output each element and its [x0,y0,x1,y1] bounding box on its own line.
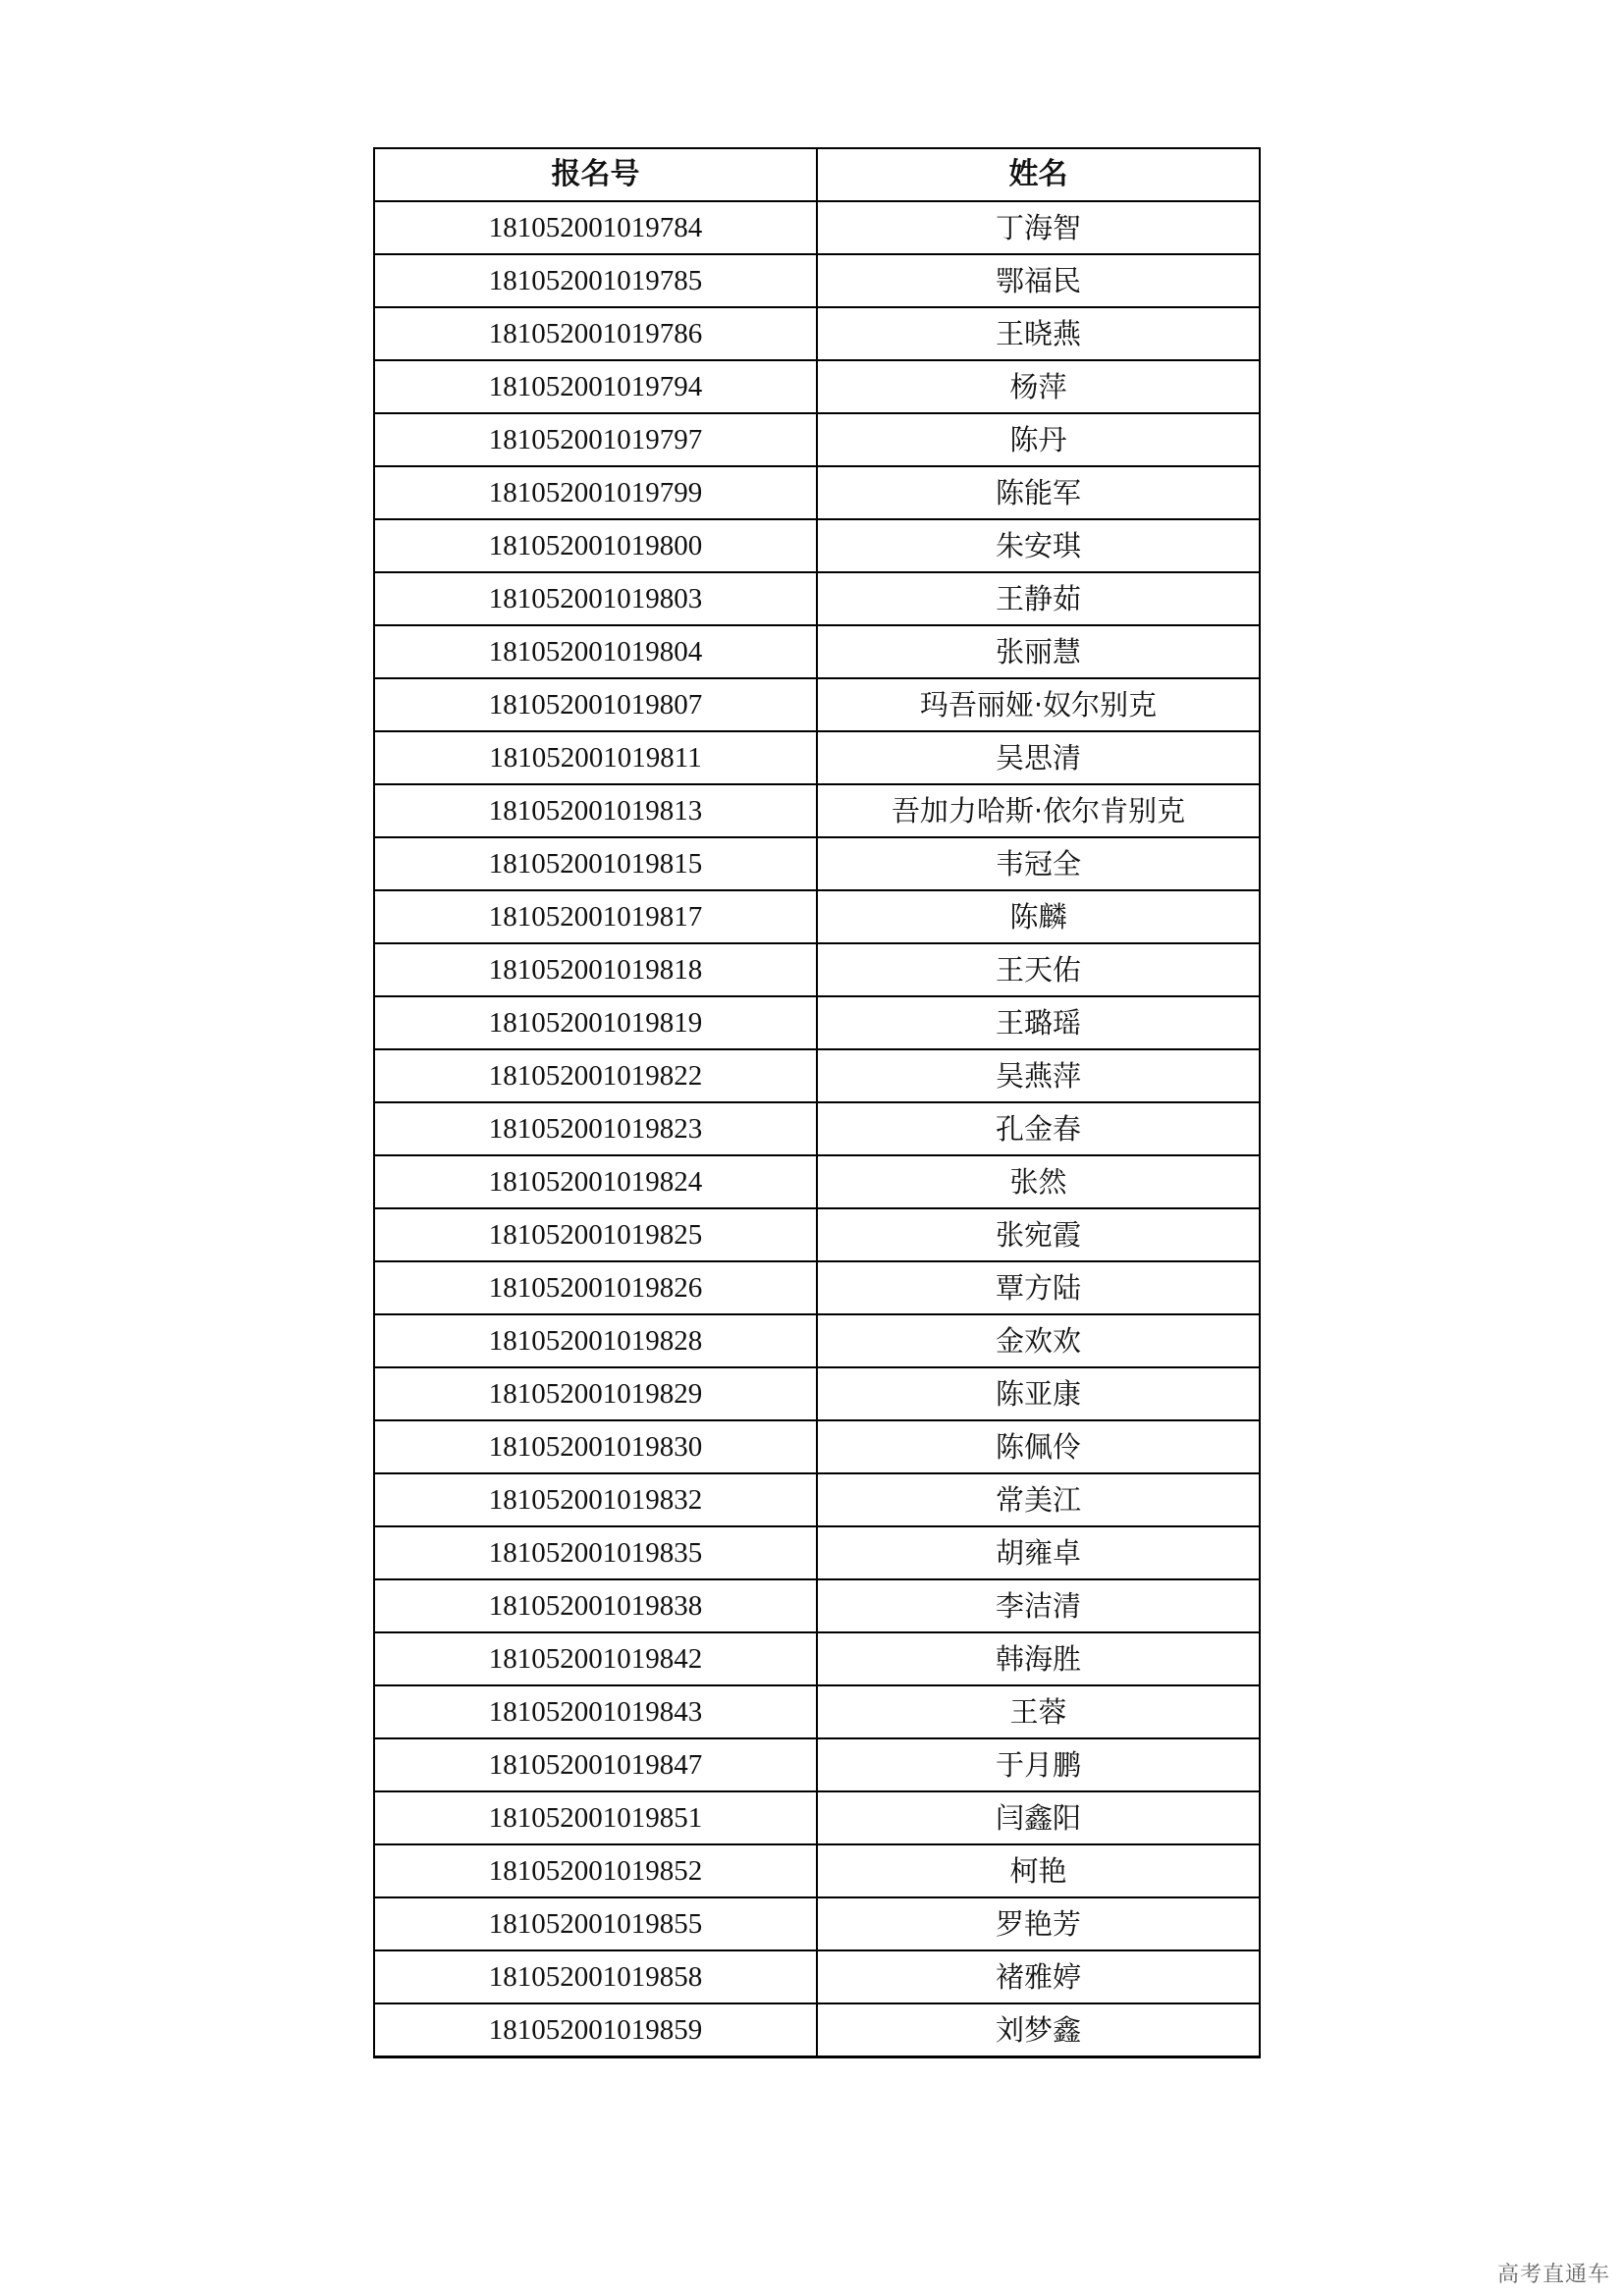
registration-number-cell: 181052001019838 [374,1579,817,1632]
table-row [374,307,1260,360]
registration-number-cell: 181052001019815 [374,837,817,890]
table-row [374,1579,1260,1632]
name-cell: 张然 [817,1155,1260,1208]
registration-number-cell: 181052001019794 [374,360,817,413]
table-row [374,413,1260,466]
registration-number-cell: 181052001019800 [374,519,817,572]
name-cell: 王静茹 [817,572,1260,625]
table-body [374,201,1260,2057]
name-cell: 王蓉 [817,1685,1260,1738]
registration-number-cell: 181052001019819 [374,996,817,1049]
table-row [374,254,1260,307]
table-row [374,1049,1260,1102]
registration-number-cell: 181052001019847 [374,1738,817,1791]
table-row [374,360,1260,413]
name-cell: 王天佑 [817,943,1260,996]
registration-number-cell: 181052001019852 [374,1844,817,1897]
table-row [374,2003,1260,2057]
name-cell: 孔金春 [817,1102,1260,1155]
registration-number-cell: 181052001019799 [374,466,817,519]
table-row [374,519,1260,572]
table-row [374,1208,1260,1261]
name-cell: 常美江 [817,1473,1260,1526]
name-cell: 覃方陆 [817,1261,1260,1314]
name-cell: 闫鑫阳 [817,1791,1260,1844]
name-cell: 金欢欢 [817,1314,1260,1367]
registration-number-cell: 181052001019804 [374,625,817,678]
name-cell: 吴燕萍 [817,1049,1260,1102]
registration-number-cell: 181052001019855 [374,1897,817,1950]
table-row [374,201,1260,254]
registration-number-cell: 181052001019843 [374,1685,817,1738]
registration-number-cell: 181052001019785 [374,254,817,307]
registration-number-cell: 181052001019784 [374,201,817,254]
header-registration-number: 报名号 [374,148,817,201]
table-row [374,1950,1260,2003]
registration-number-cell: 181052001019858 [374,1950,817,2003]
name-cell: 褚雅婷 [817,1950,1260,2003]
table-row [374,466,1260,519]
registration-number-cell: 181052001019811 [374,731,817,784]
registration-number-cell: 181052001019822 [374,1049,817,1102]
name-cell: 罗艳芳 [817,1897,1260,1950]
registration-number-cell: 181052001019835 [374,1526,817,1579]
registration-number-cell: 181052001019829 [374,1367,817,1420]
name-cell: 陈麟 [817,890,1260,943]
table-row [374,1155,1260,1208]
table-row [374,837,1260,890]
registration-number-cell: 181052001019803 [374,572,817,625]
registration-number-cell: 181052001019830 [374,1420,817,1473]
table-row [374,1473,1260,1526]
table-row [374,1897,1260,1950]
name-cell: 韩海胜 [817,1632,1260,1685]
table-header [374,148,1260,201]
name-cell: 陈亚康 [817,1367,1260,1420]
name-cell: 吾加力哈斯·依尔肯别克 [817,784,1260,837]
table-row [374,1367,1260,1420]
name-cell: 王璐瑶 [817,996,1260,1049]
name-cell: 朱安琪 [817,519,1260,572]
table-row [374,1791,1260,1844]
table-row [374,1102,1260,1155]
registration-number-cell: 181052001019786 [374,307,817,360]
registration-number-cell: 181052001019825 [374,1208,817,1261]
table-row [374,572,1260,625]
name-cell: 陈能军 [817,466,1260,519]
table-row [374,996,1260,1049]
table-row [374,1526,1260,1579]
registration-number-cell: 181052001019813 [374,784,817,837]
registration-number-cell: 181052001019832 [374,1473,817,1526]
header-row [374,148,1260,201]
table-row [374,943,1260,996]
name-cell: 杨萍 [817,360,1260,413]
table-row [374,1685,1260,1738]
table-row [374,890,1260,943]
table-row [374,1314,1260,1367]
name-cell: 刘梦鑫 [817,2003,1260,2057]
table-row [374,784,1260,837]
registration-number-cell: 181052001019817 [374,890,817,943]
table-row [374,1738,1260,1791]
table-row [374,1261,1260,1314]
document-page [373,147,1259,2058]
name-cell: 柯艳 [817,1844,1260,1897]
table-row [374,625,1260,678]
name-cell: 张宛霞 [817,1208,1260,1261]
name-cell: 于月鹏 [817,1738,1260,1791]
name-cell: 玛吾丽娅·奴尔别克 [817,678,1260,731]
registration-number-cell: 181052001019826 [374,1261,817,1314]
registration-number-cell: 181052001019842 [374,1632,817,1685]
registration-number-cell: 181052001019828 [374,1314,817,1367]
registration-number-cell: 181052001019859 [374,2003,817,2057]
name-cell: 李洁清 [817,1579,1260,1632]
registration-number-cell: 181052001019851 [374,1791,817,1844]
name-cell: 陈丹 [817,413,1260,466]
name-cell: 吴思清 [817,731,1260,784]
table-row [374,678,1260,731]
table-row [374,731,1260,784]
registration-number-cell: 181052001019807 [374,678,817,731]
name-cell: 张丽慧 [817,625,1260,678]
name-cell: 韦冠全 [817,837,1260,890]
registration-number-cell: 181052001019818 [374,943,817,996]
name-cell: 鄂福民 [817,254,1260,307]
table-row [374,1632,1260,1685]
name-cell: 陈佩伶 [817,1420,1260,1473]
name-cell: 丁海智 [817,201,1260,254]
table-row [374,1844,1260,1897]
header-name: 姓名 [817,148,1260,201]
registration-number-cell: 181052001019797 [374,413,817,466]
name-cell: 胡雍卓 [817,1526,1260,1579]
registration-number-cell: 181052001019824 [374,1155,817,1208]
table-row [374,1420,1260,1473]
name-cell: 王晓燕 [817,307,1260,360]
registration-number-cell: 181052001019823 [374,1102,817,1155]
applicant-table [373,147,1261,2058]
watermark: 高考直通车 [1496,2263,1610,2287]
